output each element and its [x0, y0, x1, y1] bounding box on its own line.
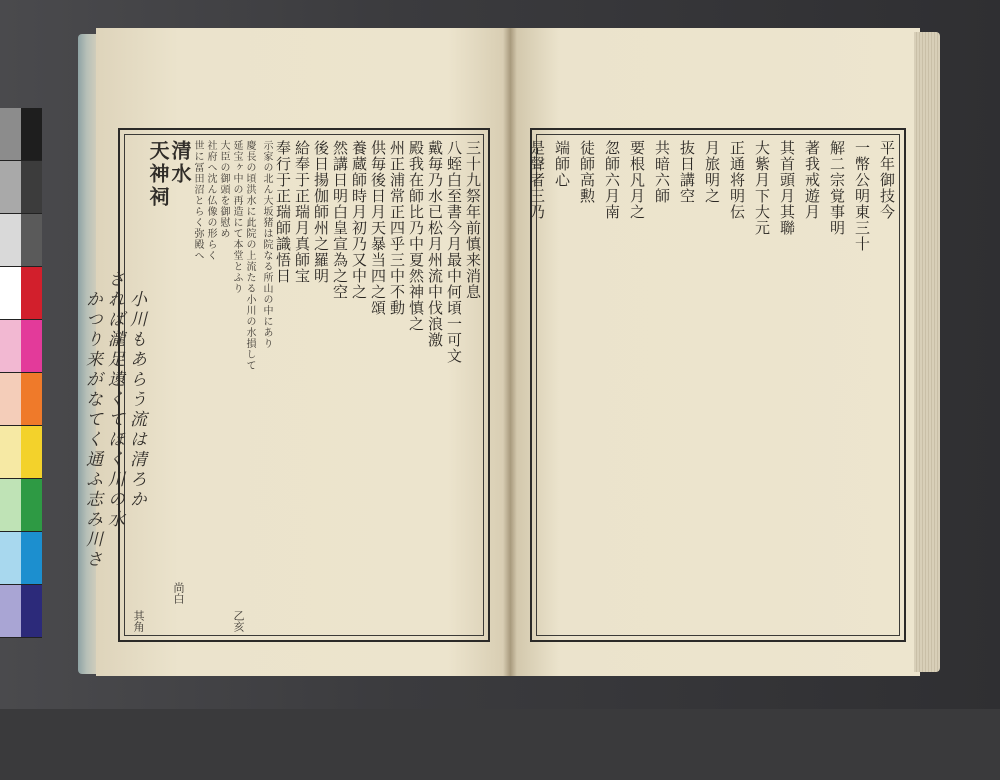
print-column: 其首頭月其聯 — [778, 140, 796, 236]
book-gutter — [503, 28, 517, 676]
signature-otsu: 乙亥 — [232, 610, 245, 632]
checker-swatch — [21, 161, 42, 214]
right-text-columns — [528, 140, 896, 630]
print-column: 端師心 — [553, 140, 571, 188]
verse-heading: 天神祠 — [146, 140, 170, 209]
print-column: 供毎後日月天暴当四之頌 — [369, 140, 387, 316]
checker-swatch — [21, 214, 42, 267]
open-book — [78, 20, 940, 690]
signature-kikaku: 其角 — [132, 610, 145, 632]
verse-heading: 清水 — [168, 140, 192, 186]
checker-swatch — [0, 267, 21, 320]
annotation-column: 世に冨田沼とらく弥殿へ — [192, 140, 203, 261]
checker-swatch — [21, 267, 42, 320]
checker-swatch — [21, 585, 42, 638]
checker-swatch — [21, 532, 42, 585]
color-checker — [0, 108, 42, 638]
print-column: 解二宗覚事明 — [828, 140, 846, 236]
annotation-column: 延宝ヶ中の再造にて本堂とふり — [231, 140, 242, 294]
print-column: 抜日講空 — [678, 140, 696, 204]
checker-column-gray — [0, 108, 21, 638]
book-fore-edge-right — [914, 32, 940, 672]
checker-swatch — [0, 161, 21, 214]
checker-swatch — [0, 320, 21, 373]
print-column: 給奉于正瑞月真師宝 — [293, 140, 311, 284]
checker-swatch — [21, 373, 42, 426]
verse-column: されば瀧足遠くてほく川の水 — [104, 270, 124, 530]
checker-swatch — [0, 532, 21, 585]
right-page-frame — [530, 128, 906, 642]
checker-column-color — [21, 108, 42, 638]
checker-swatch — [0, 214, 21, 267]
checker-swatch — [0, 373, 21, 426]
left-text-columns — [82, 140, 482, 630]
annotation-column: 慶長の頃洪水に此院の上流たる小川の水損して — [244, 140, 255, 371]
left-page-frame — [82, 128, 490, 642]
checker-swatch — [21, 426, 42, 479]
checker-swatch — [0, 426, 21, 479]
checker-swatch — [21, 108, 42, 161]
print-column: 月旅明之 — [703, 140, 721, 204]
print-column: 共暗六師 — [653, 140, 671, 204]
print-column: 殿我在師比乃中夏然神慎之 — [407, 140, 425, 332]
print-column: 正通将明伝 — [728, 140, 746, 220]
print-column: 戴毎乃水已松月州流中伐浪激 — [426, 140, 444, 348]
print-column: 州正浦常正四乎三中不動 — [388, 140, 406, 316]
print-column: 奉行于正瑞師識悟日 — [274, 140, 292, 284]
checker-swatch — [21, 320, 42, 373]
verse-column: かつり来がなてく通ふ志み川さ — [82, 290, 102, 570]
print-column: 八蛭白至書今月最中何頃一可文 — [445, 140, 463, 364]
checker-swatch — [0, 479, 21, 532]
signature-shohaku: 尚白 — [172, 582, 185, 604]
checker-swatch — [0, 585, 21, 638]
print-column: 要根凡月之 — [628, 140, 646, 220]
print-column: 後日揚伽師州之羅明 — [312, 140, 330, 284]
annotation-column: 大臣の御頭を御慰め — [218, 140, 229, 239]
checker-swatch — [0, 108, 21, 161]
print-column: 著我戒遊月 — [803, 140, 821, 220]
print-column: 徒師高勲 — [578, 140, 596, 204]
print-column: 平年御技今 — [878, 140, 896, 220]
print-column: 然講日明白皇宣為之空 — [331, 140, 349, 300]
print-column: 忽師六月南 — [603, 140, 621, 220]
checker-swatch — [21, 479, 42, 532]
print-column: 三十九祭年前慎来消息 — [464, 140, 482, 300]
print-column: 一幣公明東三十 — [853, 140, 871, 252]
verse-column: 小川もあらう流は清ろか — [126, 290, 146, 510]
annotation-column: 社府へ沈ん仏像の形らく — [205, 140, 216, 261]
print-column: 是聲者三乃 — [528, 140, 546, 220]
print-column: 養蔵師時月初乃又中之 — [350, 140, 368, 300]
annotation-column: 示家の北ん大坂猪は院なる所山の中にあり — [261, 140, 272, 349]
print-column: 大紫月下大元 — [753, 140, 771, 236]
